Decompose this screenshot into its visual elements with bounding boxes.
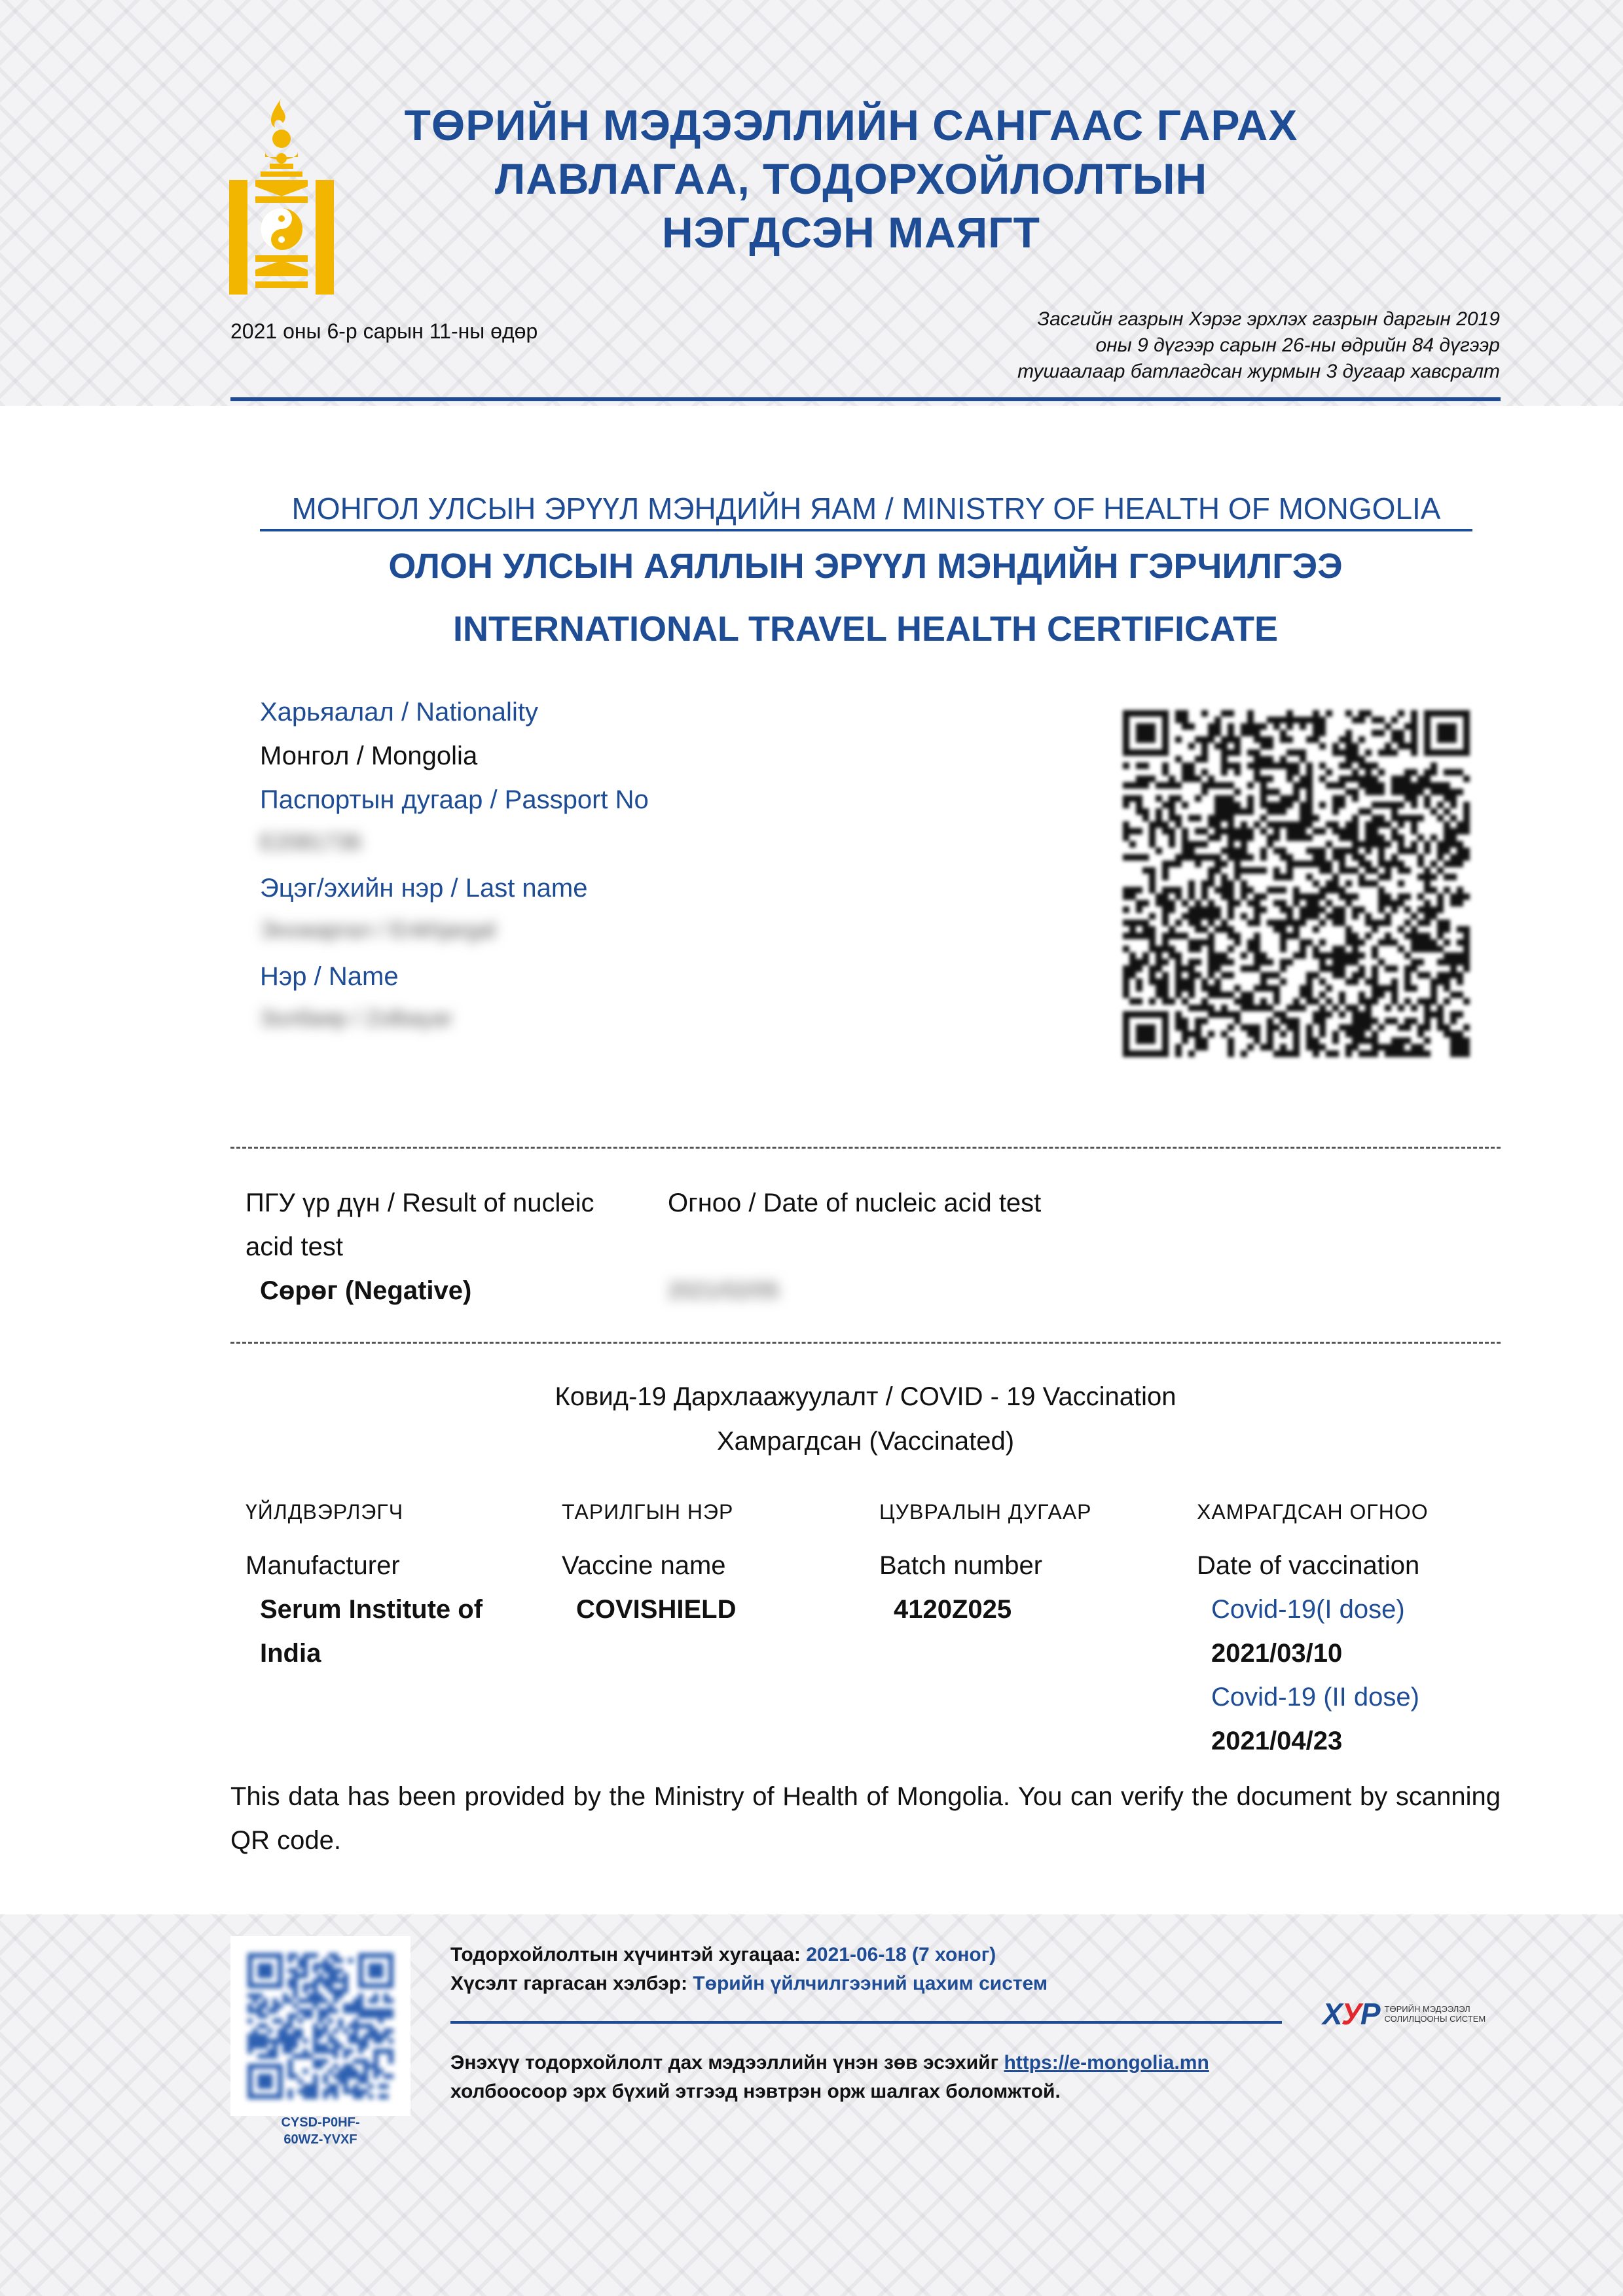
verify-text: Энэхүү тодорхойлолт дах мэдээллийн үнэн зөв эсэхийг <box>450 2052 1004 2073</box>
vaccine-name-header-en: Vaccine name <box>562 1551 726 1580</box>
decree-line: тушаалаар батлагдсан журмын 3 дугаар хавсралт <box>1017 361 1500 382</box>
certificate-title-mn: ОЛОН УЛСЫН АЯЛЛЫН ЭРҮҮЛ МЭНДИЙН ГЭРЧИЛГЭЭ <box>388 547 1343 586</box>
lastname-label: Эцэг/эхийн нэр / Last name <box>260 874 588 903</box>
verify-line-2: холбоосоор эрх бүхий этгээд нэвтрэн орж шалгах боломжтой. <box>450 2081 1061 2102</box>
nationality-label: Харьяалал / Nationality <box>260 698 538 726</box>
certificate-title-en: INTERNATIONAL TRAVEL HEALTH CERTIFICATE <box>453 609 1278 649</box>
form-title-line: ТӨРИЙН МЭДЭЭЛЛИЙН САНГААС ГАРАХ <box>404 101 1298 149</box>
manufacturer-value-line: Serum Institute of <box>260 1595 483 1624</box>
decree-reference <box>911 306 1500 385</box>
qr-code-icon[interactable] <box>1123 710 1470 1057</box>
request-source-value: Төрийн үйлчилгээний цахим систем <box>693 1973 1048 1994</box>
form-title <box>367 98 1336 259</box>
passport-label: Паспортын дугаар / Passport No <box>260 785 649 814</box>
footer-divider <box>450 2021 1282 2024</box>
state-emblem-icon <box>229 98 334 295</box>
name-value: Золбаяр / Zolbayar <box>260 1006 453 1031</box>
document-code-line: 60WZ-YVXF <box>283 2132 357 2147</box>
footer-qr-code-icon[interactable] <box>247 1953 393 2099</box>
xyp-logo-text-line: ТӨРИЙН МЭДЭЭЛЭЛ <box>1384 2004 1470 2014</box>
batch-number-header-mn: ЦУВРАЛЫН ДУГААР <box>879 1500 1092 1524</box>
test-date-label: Огноо / Date of nucleic acid test <box>668 1189 1042 1217</box>
section-divider <box>230 1342 1501 1344</box>
vaccination-heading: Ковид-19 Дархлаажуулалт / COVID - 19 Vaccination <box>555 1382 1176 1411</box>
ministry-underline <box>260 529 1472 531</box>
test-date-value: 2021/02/05 <box>668 1278 780 1303</box>
section-divider <box>230 1147 1501 1149</box>
xyp-logo-letter: У <box>1341 1997 1360 2031</box>
test-result-value: Сөрөг (Negative) <box>260 1276 472 1305</box>
test-result-label-line: acid test <box>246 1232 343 1261</box>
document-code-line: CYSD-P0HF- <box>281 2115 360 2130</box>
ministry-name: МОНГОЛ УЛСЫН ЭРҮҮЛ МЭНДИЙН ЯАМ / MINISTRY OF HEALTH OF MONGOLIA <box>291 492 1441 526</box>
xyp-logo <box>1322 1996 1486 2032</box>
verification-notice: This data has been provided by the Ministry of Health of Mongolia. You can verify the document by scanning QR code. <box>230 1782 1501 1855</box>
manufacturer-value-line: India <box>260 1639 321 1668</box>
batch-number-header-en: Batch number <box>879 1551 1043 1580</box>
decree-line: Засгийн газрын Хэрэг эрхлэх газрын даргын 2019 <box>1037 308 1500 330</box>
lastname-value: Энхжаргал / Enkhjargal <box>260 918 496 942</box>
request-source-line <box>450 1969 1048 1998</box>
validity-value: 2021-06-18 (7 хоног) <box>806 1944 996 1965</box>
xyp-logo-text-line: СОЛИЛЦООНЫ СИСТЕМ <box>1384 2014 1486 2024</box>
manufacturer-header-mn: ҮЙЛДВЭРЛЭГЧ <box>246 1500 404 1524</box>
test-result-label-line: ПГУ үр дүн / Result of nucleic <box>246 1189 594 1217</box>
xyp-logo-mark <box>1322 1996 1379 2032</box>
document-code <box>230 2114 410 2148</box>
decree-line: оны 9 дүгээр сарын 26-ны өдрийн 84 дүгээр <box>1095 334 1500 356</box>
vaccine-name-header-mn: ТАРИЛГЫН НЭР <box>562 1500 734 1524</box>
xyp-logo-letter: Х <box>1322 1997 1341 2031</box>
form-title-line: НЭГДСЭН МАЯГТ <box>662 208 1040 257</box>
test-result-label <box>246 1181 638 1269</box>
form-title-line: ЛАВЛАГАА, ТОДОРХОЙЛОЛТЫН <box>494 154 1208 203</box>
header-divider <box>230 397 1501 401</box>
verify-line-1 <box>450 2049 1209 2077</box>
validity-label: Тодорхойлолтын хүчинтэй хугацаа: <box>450 1944 807 1965</box>
issue-date: 2021 оны 6-р сарын 11-ны өдөр <box>230 319 538 343</box>
validity-line <box>450 1941 996 1969</box>
xyp-logo-letter: Р <box>1360 1997 1379 2031</box>
dose-date: 2021/04/23 <box>1211 1727 1343 1755</box>
xyp-logo-text <box>1385 2004 1486 2024</box>
manufacturer-value <box>260 1588 483 1676</box>
nationality-value: Монгол / Mongolia <box>260 742 478 770</box>
manufacturer-header-en: Manufacturer <box>246 1551 400 1580</box>
e-mongolia-link[interactable]: https://e-mongolia.mn <box>1004 2052 1209 2073</box>
name-label: Нэр / Name <box>260 962 399 991</box>
vaccination-doses <box>1211 1588 1419 1763</box>
dose-date: 2021/03/10 <box>1211 1639 1343 1668</box>
passport-value: E2081736 <box>260 830 362 855</box>
vaccination-date-header-en: Date of vaccination <box>1197 1551 1420 1580</box>
vaccination-status: Хамрагдсан (Vaccinated) <box>716 1427 1015 1456</box>
batch-number-value: 4120Z025 <box>894 1595 1012 1624</box>
dose-label: Covid-19 (II dose) <box>1211 1683 1419 1712</box>
dose-label: Covid-19(I dose) <box>1211 1595 1405 1624</box>
request-source-label: Хүсэлт гаргасан хэлбэр: <box>450 1973 693 1994</box>
vaccine-name-value: COVISHIELD <box>576 1595 737 1624</box>
vaccination-date-header-mn: ХАМРАГДСАН ОГНОО <box>1197 1500 1429 1524</box>
